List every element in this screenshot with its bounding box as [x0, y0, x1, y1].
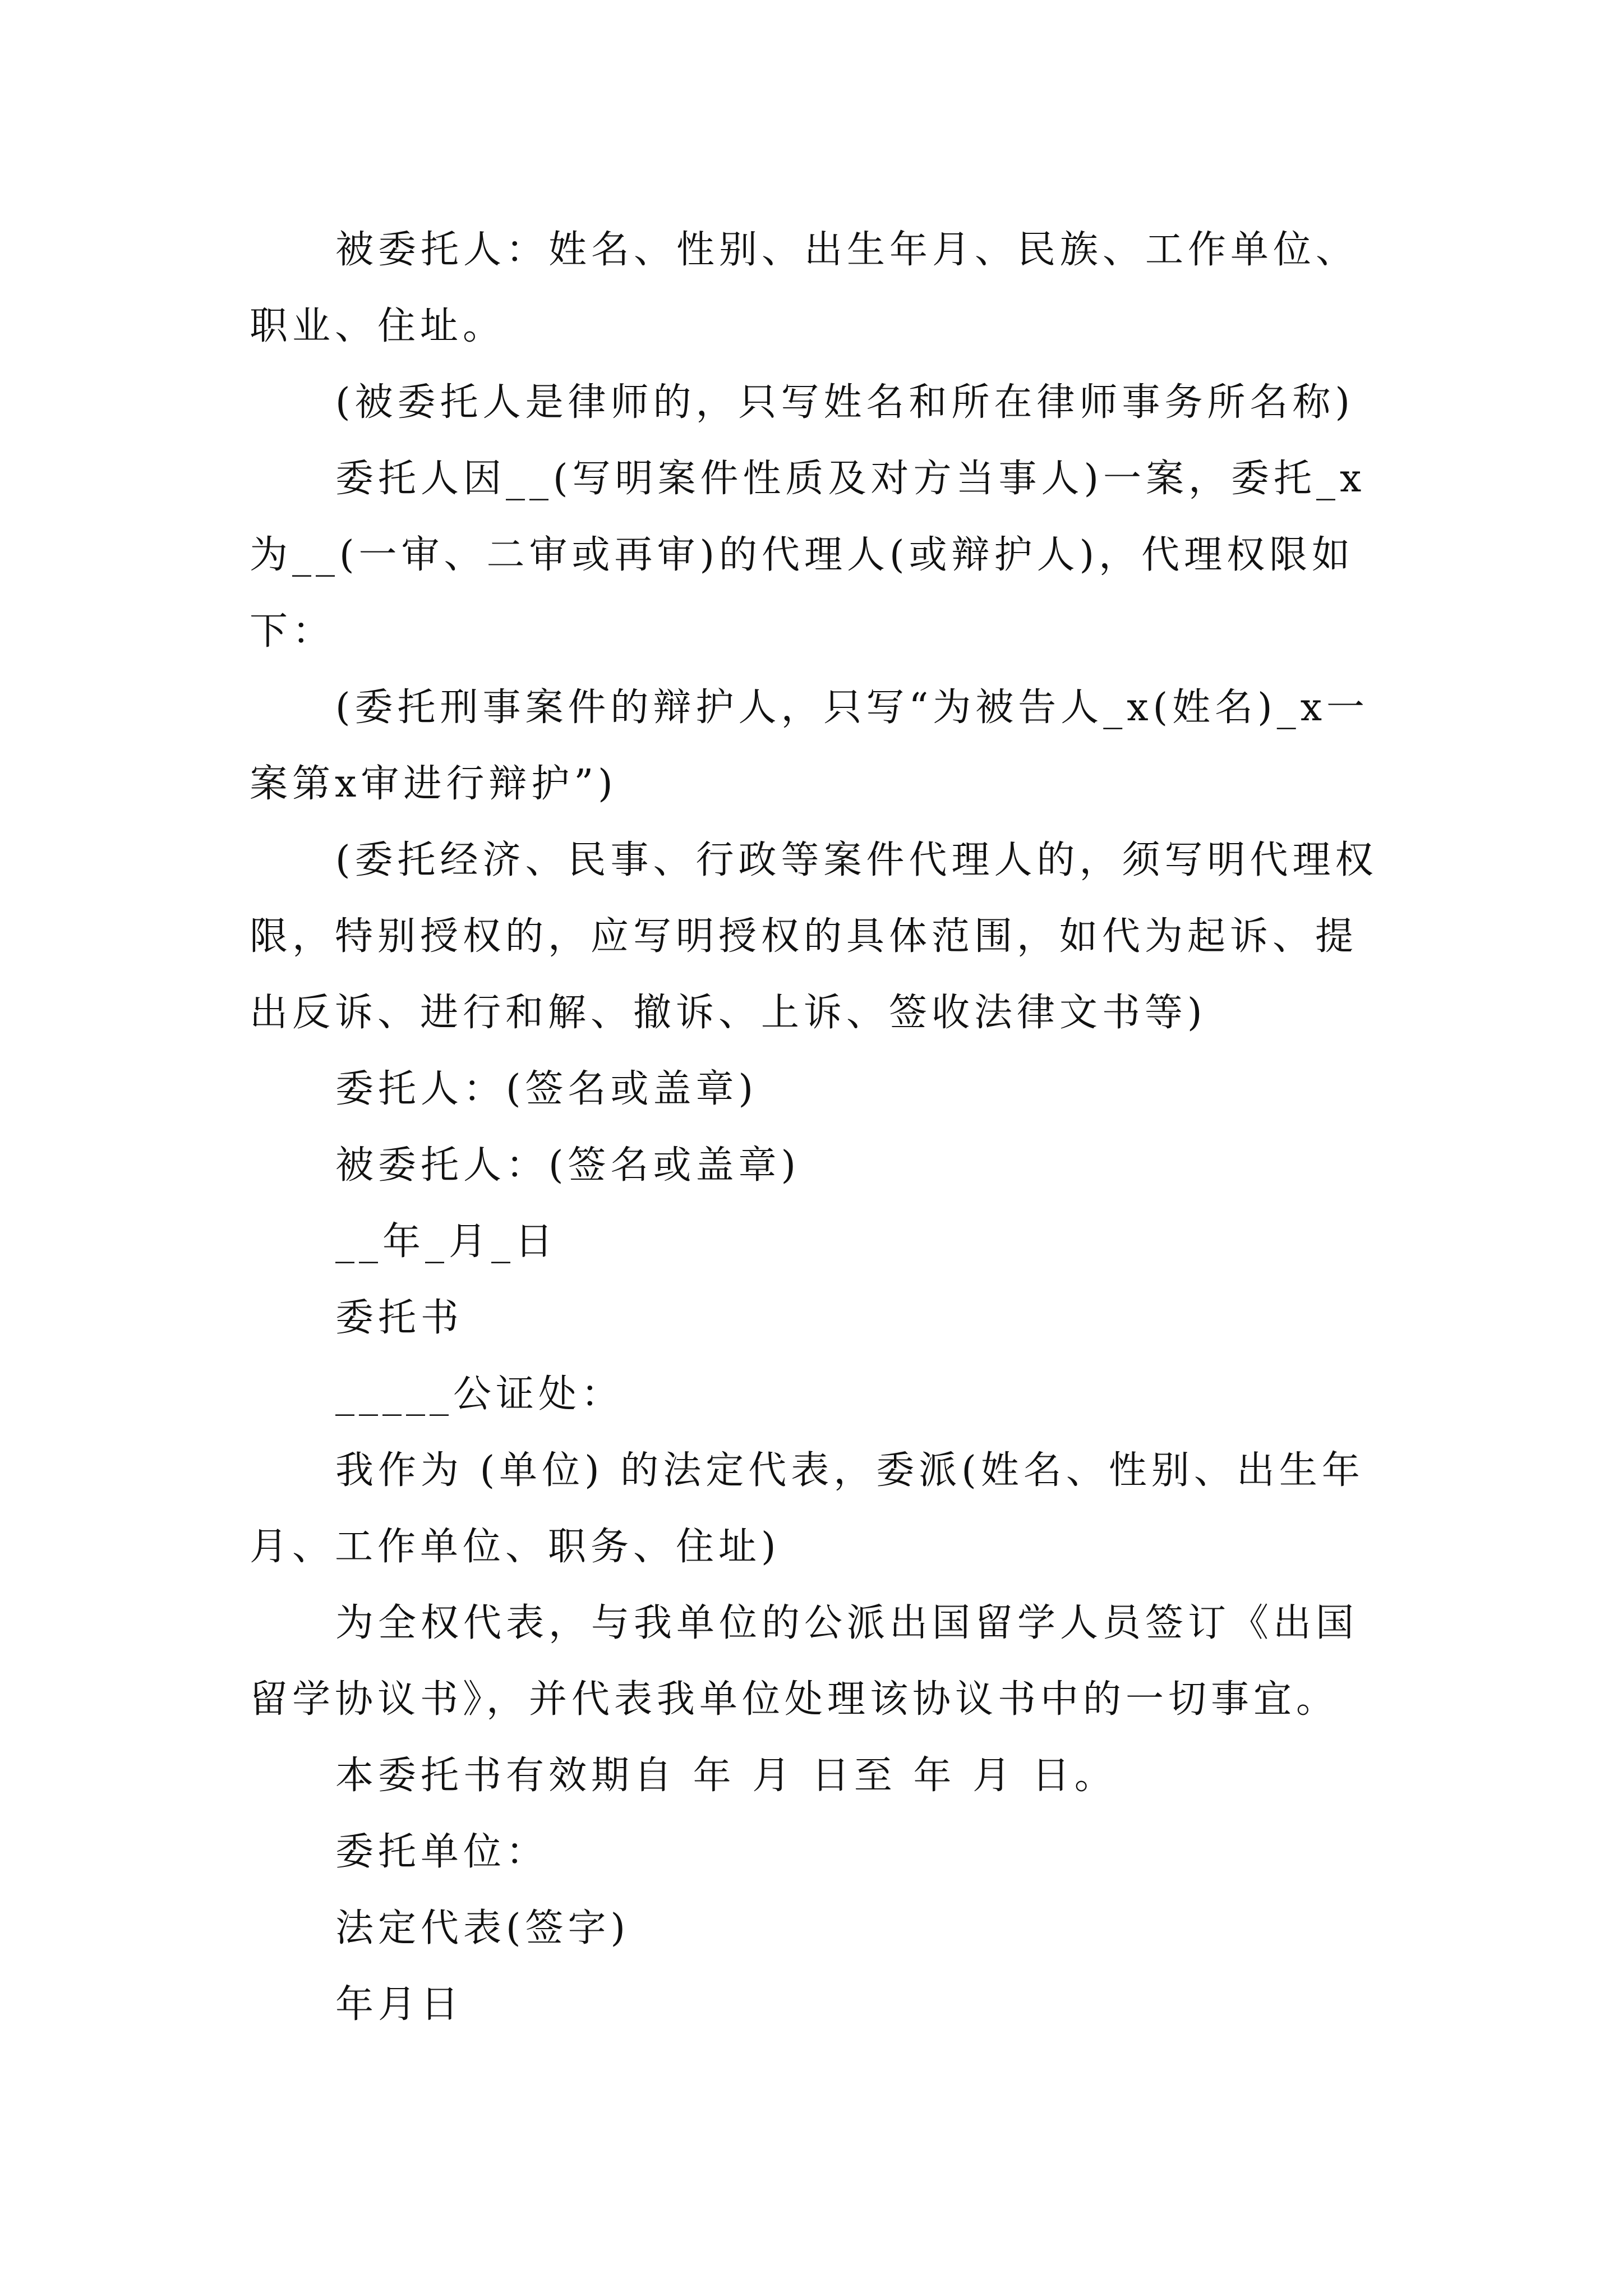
- entrustee-signature-line: 被委托人：(签名或盖章): [335, 1143, 801, 1188]
- notary-office-salutation: _____公证处：: [335, 1372, 624, 1416]
- paragraph-entrustee-info: 被委托人：姓名、性别、出生年月、民族、工作单位、职业、住址。: [250, 228, 1359, 348]
- entrusting-unit-line: 委托单位：: [335, 1830, 549, 1874]
- paragraph-case-entrustment: 委托人因__(写明案件性质及对方当事人)一案，委托_x为__(一审、二审或再审)的代理人(或辩护人)，代理权限如下：: [250, 457, 1366, 654]
- legal-representative-signature-line: 法定代表(签字): [335, 1906, 630, 1950]
- paragraph-delegation: 我作为 (单位) 的法定代表，委派(姓名、性别、出生年月、工作单位、职务、住址): [250, 1448, 1364, 1569]
- paragraph-lawyer-note: (被委托人是律师的，只写姓名和所在律师事务所名称): [335, 380, 1355, 425]
- paragraph-agency-scope-note: (委托经济、民事、行政等案件代理人的，须写明代理权限，特别授权的，应写明授权的具体范围，如代为起诉、提出反诉、进行和解、撤诉、上诉、签收法律文书等): [250, 838, 1378, 1035]
- paragraph-criminal-defense-note: (委托刑事案件的辩护人，只写“为被告人_x(姓名)_x一案第x审进行辩护”): [250, 685, 1370, 806]
- final-date-line: 年月日: [335, 1982, 464, 2027]
- validity-period-line: 本委托书有效期自 年 月 日至 年 月 日。: [335, 1754, 1117, 1798]
- date-line: __年_月_日: [335, 1220, 558, 1264]
- document-body: [250, 212, 1394, 2043]
- paragraph-full-authority: 为全权代表，与我单位的公派出国留学人员签订《出国留学协议书》，并代表我单位处理该协议书中的一切事宜。: [250, 1601, 1359, 1722]
- section-title: 委托书: [335, 1296, 464, 1340]
- entruster-signature-line: 委托人：(签名或盖章): [335, 1067, 758, 1111]
